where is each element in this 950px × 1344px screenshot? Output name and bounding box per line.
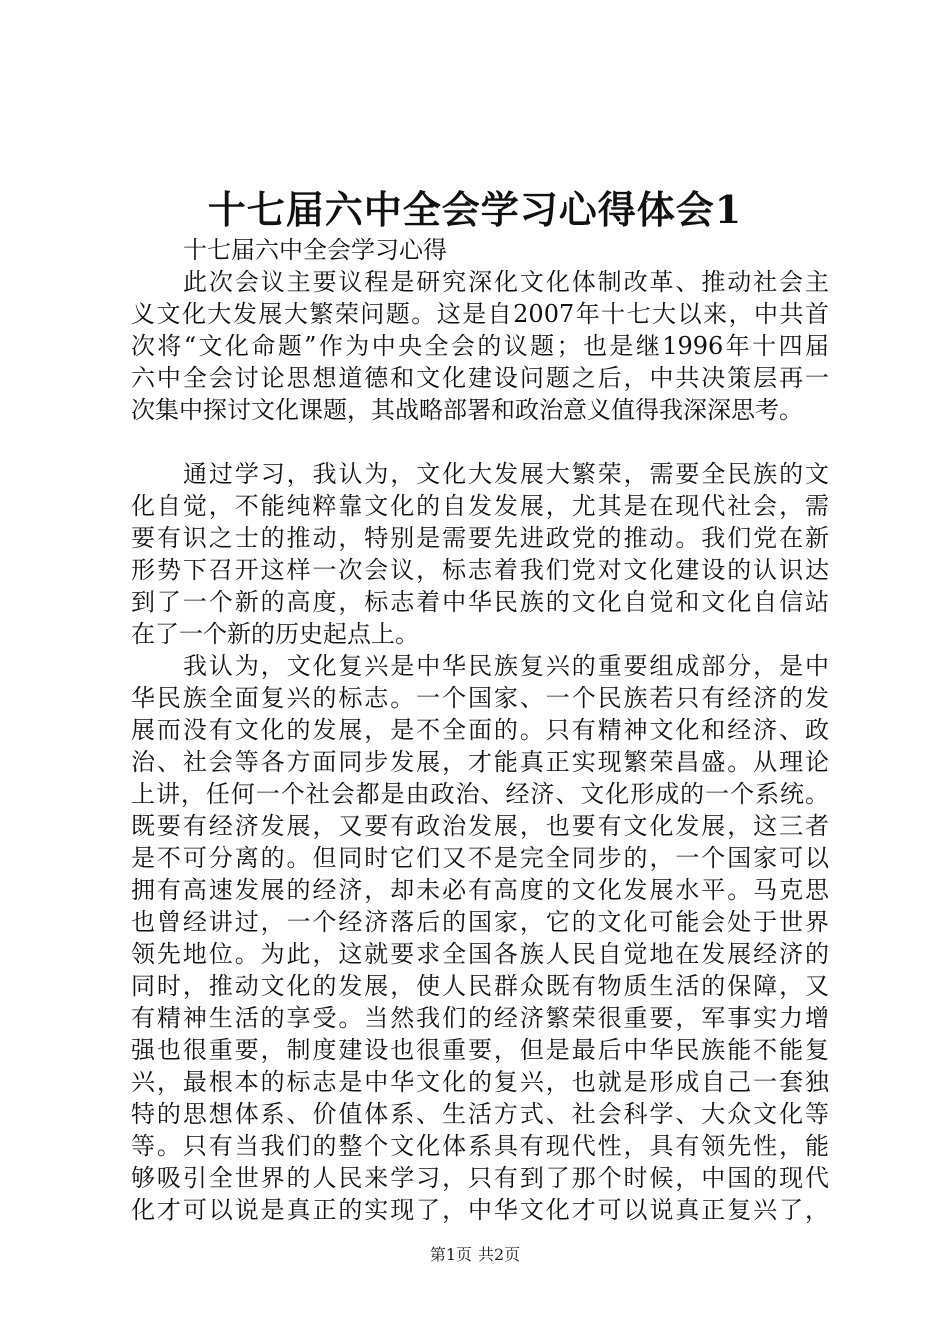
paragraph-line: 次将“文化命题”作为中央全会的议题；也是继1996年十四届 (131, 332, 829, 360)
document-body (131, 234, 829, 1226)
paragraph-1 (131, 266, 829, 426)
paragraph-line: 华民族全面复兴的标志。一个国家、一个民族若只有经济的发 (131, 684, 829, 712)
paragraph-line: 展而没有文化的发展，是不全面的。只有精神文化和经济、政 (131, 716, 829, 744)
paragraph-line: 通过学习，我认为，文化大发展大繁荣，需要全民族的文 (183, 460, 829, 488)
paragraph-line: 领先地位。为此，这就要求全国各族人民自觉地在发展经济的 (131, 940, 829, 968)
paragraph-line: 强也很重要，制度建设也很重要，但是最后中华民族能不能复 (131, 1036, 829, 1064)
paragraph-line: 化自觉，不能纯粹靠文化的自发发展，尤其是在现代社会，需 (131, 492, 829, 520)
paragraph-spacer (131, 426, 829, 458)
paragraph-line: 等。只有当我们的整个文化体系具有现代性，具有领先性，能 (131, 1132, 829, 1160)
paragraph-line: 拥有高速发展的经济，却未必有高度的文化发展水平。马克思 (131, 876, 829, 904)
page-number-current: 第1页 (429, 1245, 472, 1264)
paragraph-line: 特的思想体系、价值体系、生活方式、社会科学、大众文化等 (131, 1100, 829, 1128)
paragraph-line: 同时，推动文化的发展，使人民群众既有物质生活的保障，又 (131, 972, 829, 1000)
paragraph-line: 我认为，文化复兴是中华民族复兴的重要组成部分，是中 (183, 652, 829, 680)
paragraph-line: 兴，最根本的标志是中华文化的复兴，也就是形成自己一套独 (131, 1068, 829, 1096)
paragraph-line: 到了一个新的高度，标志着中华民族的文化自觉和文化自信站 (131, 588, 829, 616)
paragraph-line: 化才可以说是真正的实现了，中华文化才可以说真正复兴了， (131, 1196, 829, 1224)
document-subtitle: 十七届六中全会学习心得 (183, 236, 447, 264)
paragraph-3 (131, 650, 829, 1226)
page-number-total: 共2页 (478, 1245, 521, 1264)
paragraph-line: 够吸引全世界的人民来学习，只有到了那个时候，中国的现代 (131, 1164, 829, 1192)
paragraph-line: 要有识之士的推动，特别是需要先进政党的推动。我们党在新 (131, 524, 829, 552)
paragraph-line: 义文化大发展大繁荣问题。这是自2007年十七大以来，中共首 (131, 300, 829, 328)
page-footer (0, 1244, 950, 1266)
paragraph-line: 既要有经济发展，又要有政治发展，也要有文化发展，这三者 (131, 812, 829, 840)
paragraph-line: 形势下召开这样一次会议，标志着我们党对文化建设的认识达 (131, 556, 829, 584)
paragraph-line: 治、社会等各方面同步发展，才能真正实现繁荣昌盛。从理论 (131, 748, 829, 776)
paragraph-line: 有精神生活的享受。当然我们的经济繁荣很重要，军事实力增 (131, 1004, 829, 1032)
document-title: 十七届六中全会学习心得体会1 (207, 187, 743, 232)
paragraph-2 (131, 458, 829, 650)
paragraph-line: 是不可分离的。但同时它们又不是完全同步的，一个国家可以 (131, 844, 829, 872)
paragraph-line: 也曾经讲过，一个经济落后的国家，它的文化可能会处于世界 (131, 908, 829, 936)
paragraph-line: 上讲，任何一个社会都是由政治、经济、文化形成的一个系统。 (131, 780, 829, 808)
paragraph-line: 此次会议主要议程是研究深化文化体制改革、推动社会主 (183, 268, 829, 296)
paragraph-line: 在了一个新的历史起点上。 (131, 620, 419, 648)
paragraph-line: 六中全会讨论思想道德和文化建设问题之后，中共决策层再一 (131, 364, 829, 392)
paragraph-line: 次集中探讨文化课题，其战略部署和政治意义值得我深深思考。 (131, 396, 803, 424)
